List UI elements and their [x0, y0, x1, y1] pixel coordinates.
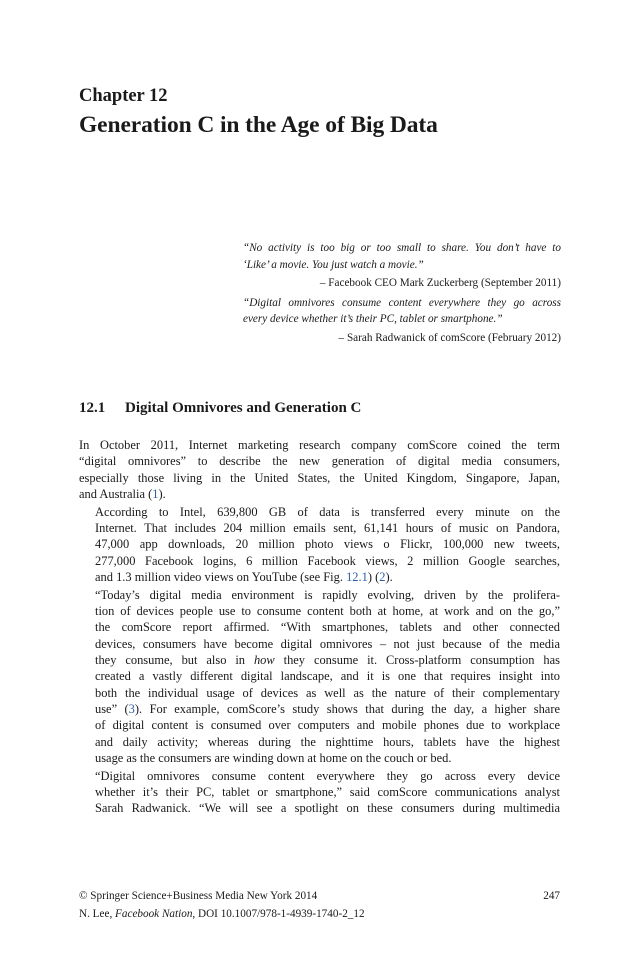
quote-line: “Digital omnivores consume content everywhere they go across: [243, 296, 561, 309]
text-line: and daily activity; whereas during the nighttime hours, tablets have the highest: [95, 734, 560, 749]
chapter-label: Chapter 12: [79, 86, 168, 106]
text-line: 277,000 Facebook logins, 6 million Facebook views, 2 million Google searches,: [95, 553, 560, 568]
paragraph: [79, 437, 560, 502]
body-text: [79, 437, 560, 818]
epigraph-attribution: – Sarah Radwanick of comScore (February 2012): [338, 331, 561, 344]
reference-link[interactable]: 2: [379, 569, 386, 584]
epigraph-quote: [243, 240, 561, 273]
text-line: Sarah Radwanick. “We will see a spotlight on these consumers during multimedia: [95, 801, 560, 816]
text-line: and Australia (1).: [79, 486, 166, 501]
text-line: use” (3). For example, comScore’s study shows that during the day, a higher share: [95, 701, 560, 716]
epigraph-attribution: – Facebook CEO Mark Zuckerberg (September 2011): [319, 277, 561, 289]
author: N. Lee,: [79, 907, 116, 920]
emphasis: how: [253, 653, 275, 668]
copyright-notice: © Springer Science+Business Media New York 2014: [79, 890, 318, 902]
section-title: Digital Omnivores and Generation C: [125, 400, 362, 416]
page-footer: [79, 888, 560, 923]
text-line: Internet. That includes 204 million emails sent, 61,141 hours of music on Pandora,: [95, 521, 560, 536]
paragraph: [79, 587, 560, 766]
text-line: both the individual usage of devices as well as the nature of their complementary: [95, 685, 560, 700]
chapter-title: Generation C in the Age of Big Data: [79, 112, 438, 138]
section-heading: [79, 400, 361, 417]
reference-link[interactable]: 12.1: [346, 569, 368, 584]
text-line: 47,000 app downloads, 20 million photo views o Flickr, 100,000 new tweets,: [95, 537, 560, 552]
text-line: especially those living in the United States, the United Kingdom, Singapore, Japan,: [79, 470, 560, 485]
quote-line: “No activity is too big or too small to share. You don’t have to: [243, 242, 561, 254]
epigraphs: [243, 240, 561, 346]
epigraph-quote: [243, 295, 561, 328]
page-number: 247: [543, 890, 560, 902]
text-line: According to Intel, 639,800 GB of data is transferred every minute on the: [95, 504, 560, 519]
text-line: of digital content is consumed over computers and mobile phones due to workplace: [95, 718, 560, 733]
text-line: the comScore report affirmed. “With smartphones, tablets and other connected: [95, 620, 560, 635]
quote-line: every device whether it’s their PC, tablet or smartphone.”: [243, 313, 503, 325]
text-line: devices, consumers have become digital omnivores – not just because of the media: [95, 636, 560, 651]
doi: , DOI 10.1007/978-1-4939-1740-2_12: [192, 907, 365, 920]
text-line: “digital omnivores” to describe the new generation of digital media consumers,: [79, 454, 560, 469]
text-line: usage as the consumers are winding down at home on the couch or bed.: [95, 750, 452, 765]
text-line: whether it’s their PC, tablet or smartphone,” said comScore communications analyst: [95, 785, 560, 800]
text-line: and 1.3 million video views on YouTube (see Fig. 12.1) (2).: [95, 569, 393, 584]
text-line: In October 2011, Internet marketing research company comScore coined the term: [79, 438, 560, 452]
reference-link[interactable]: 3: [128, 701, 135, 716]
reference-link[interactable]: 1: [152, 486, 159, 501]
text-line: “Digital omnivores consume content everywhere they go across every device: [95, 768, 560, 783]
paragraph: [79, 504, 560, 585]
paragraph: [79, 768, 560, 817]
text-line: they consume, but also in how they consume it. Cross-platform consumption has: [95, 653, 560, 668]
text-line: “Today’s digital media environment is rapidly evolving, driven by the prolifera-: [95, 587, 560, 602]
book-title: Facebook Nation: [115, 907, 193, 920]
citation-line: [79, 906, 560, 924]
section-number: 12.1: [79, 400, 106, 416]
quote-line: ‘Like’ a movie. You just watch a movie.”: [243, 258, 424, 271]
text-line: tion of devices people use to consume content both at home, at work and on the go,”: [95, 604, 560, 619]
text-line: created a vastly different digital landscape, and it is one that requires insight into: [95, 669, 560, 684]
